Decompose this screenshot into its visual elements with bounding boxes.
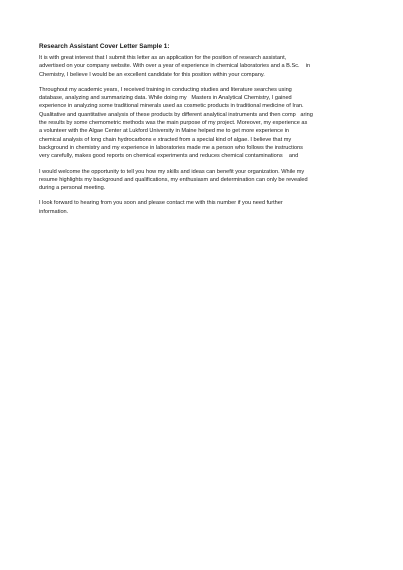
text-line: information.	[39, 208, 69, 215]
text-line: experience in analyzing some traditional minerals used as cosmetic products in traditional medicine of Iran.	[39, 103, 304, 110]
document-body	[39, 43, 369, 223]
text-line: chemical analysis of long chain hydrocarbons e xtracted from a special kind of algae. I believe that my	[39, 136, 292, 143]
text-line: It is with great interest that I submit this letter as an application for the position of research assistant,	[39, 55, 287, 61]
text-line: Throughout my academic years, I received training in conducting studies and literature searches using	[39, 86, 292, 93]
text-line: advertised on your company website. With over a year of experience in chemical laboratories and a B.Sc. in	[39, 63, 311, 70]
text-line: very carefully, makes good reports on chemical experiments and reduces chemical contaminations and	[39, 153, 299, 160]
text-line: database, analyzing and summarizing data. While doing my Masters in Analytical Chemistry, I gained	[39, 95, 292, 102]
text-line: Chemistry, I believe I would be an excellent candidate for this position within your company.	[39, 71, 265, 78]
paragraph-closing	[39, 199, 369, 216]
document-title: Research Assistant Cover Letter Sample 1:	[39, 43, 170, 50]
text-line: I would welcome the opportunity to tell you how my skills and ideas can benefit your organization. While my	[39, 168, 305, 175]
text-line: background in chemistry and my experience in laboratories made me a person who follows the instructions	[39, 144, 303, 151]
text-line: resume highlights my background and qualifications, my enthusiasm and determination can only be revealed	[39, 176, 308, 183]
text-line: during a personal meeting.	[39, 185, 106, 192]
paragraph-intro	[39, 54, 369, 79]
text-line: a volunteer with the Algae Center at Lukford University in Maine helped me to get more experience in	[39, 128, 289, 135]
text-line: the results by some chemometric methods was the main purpose of my project. Moreover, my experience as	[39, 120, 308, 127]
text-line: Qualitative and quantitative analysis of these products by different analytical instruments and then comp aring	[39, 111, 313, 118]
paragraph-opportunity	[39, 168, 369, 193]
paragraph-experience	[39, 86, 369, 161]
text-line: I look forward to hearing from you soon and please contact me with this number if you need further	[39, 200, 283, 207]
